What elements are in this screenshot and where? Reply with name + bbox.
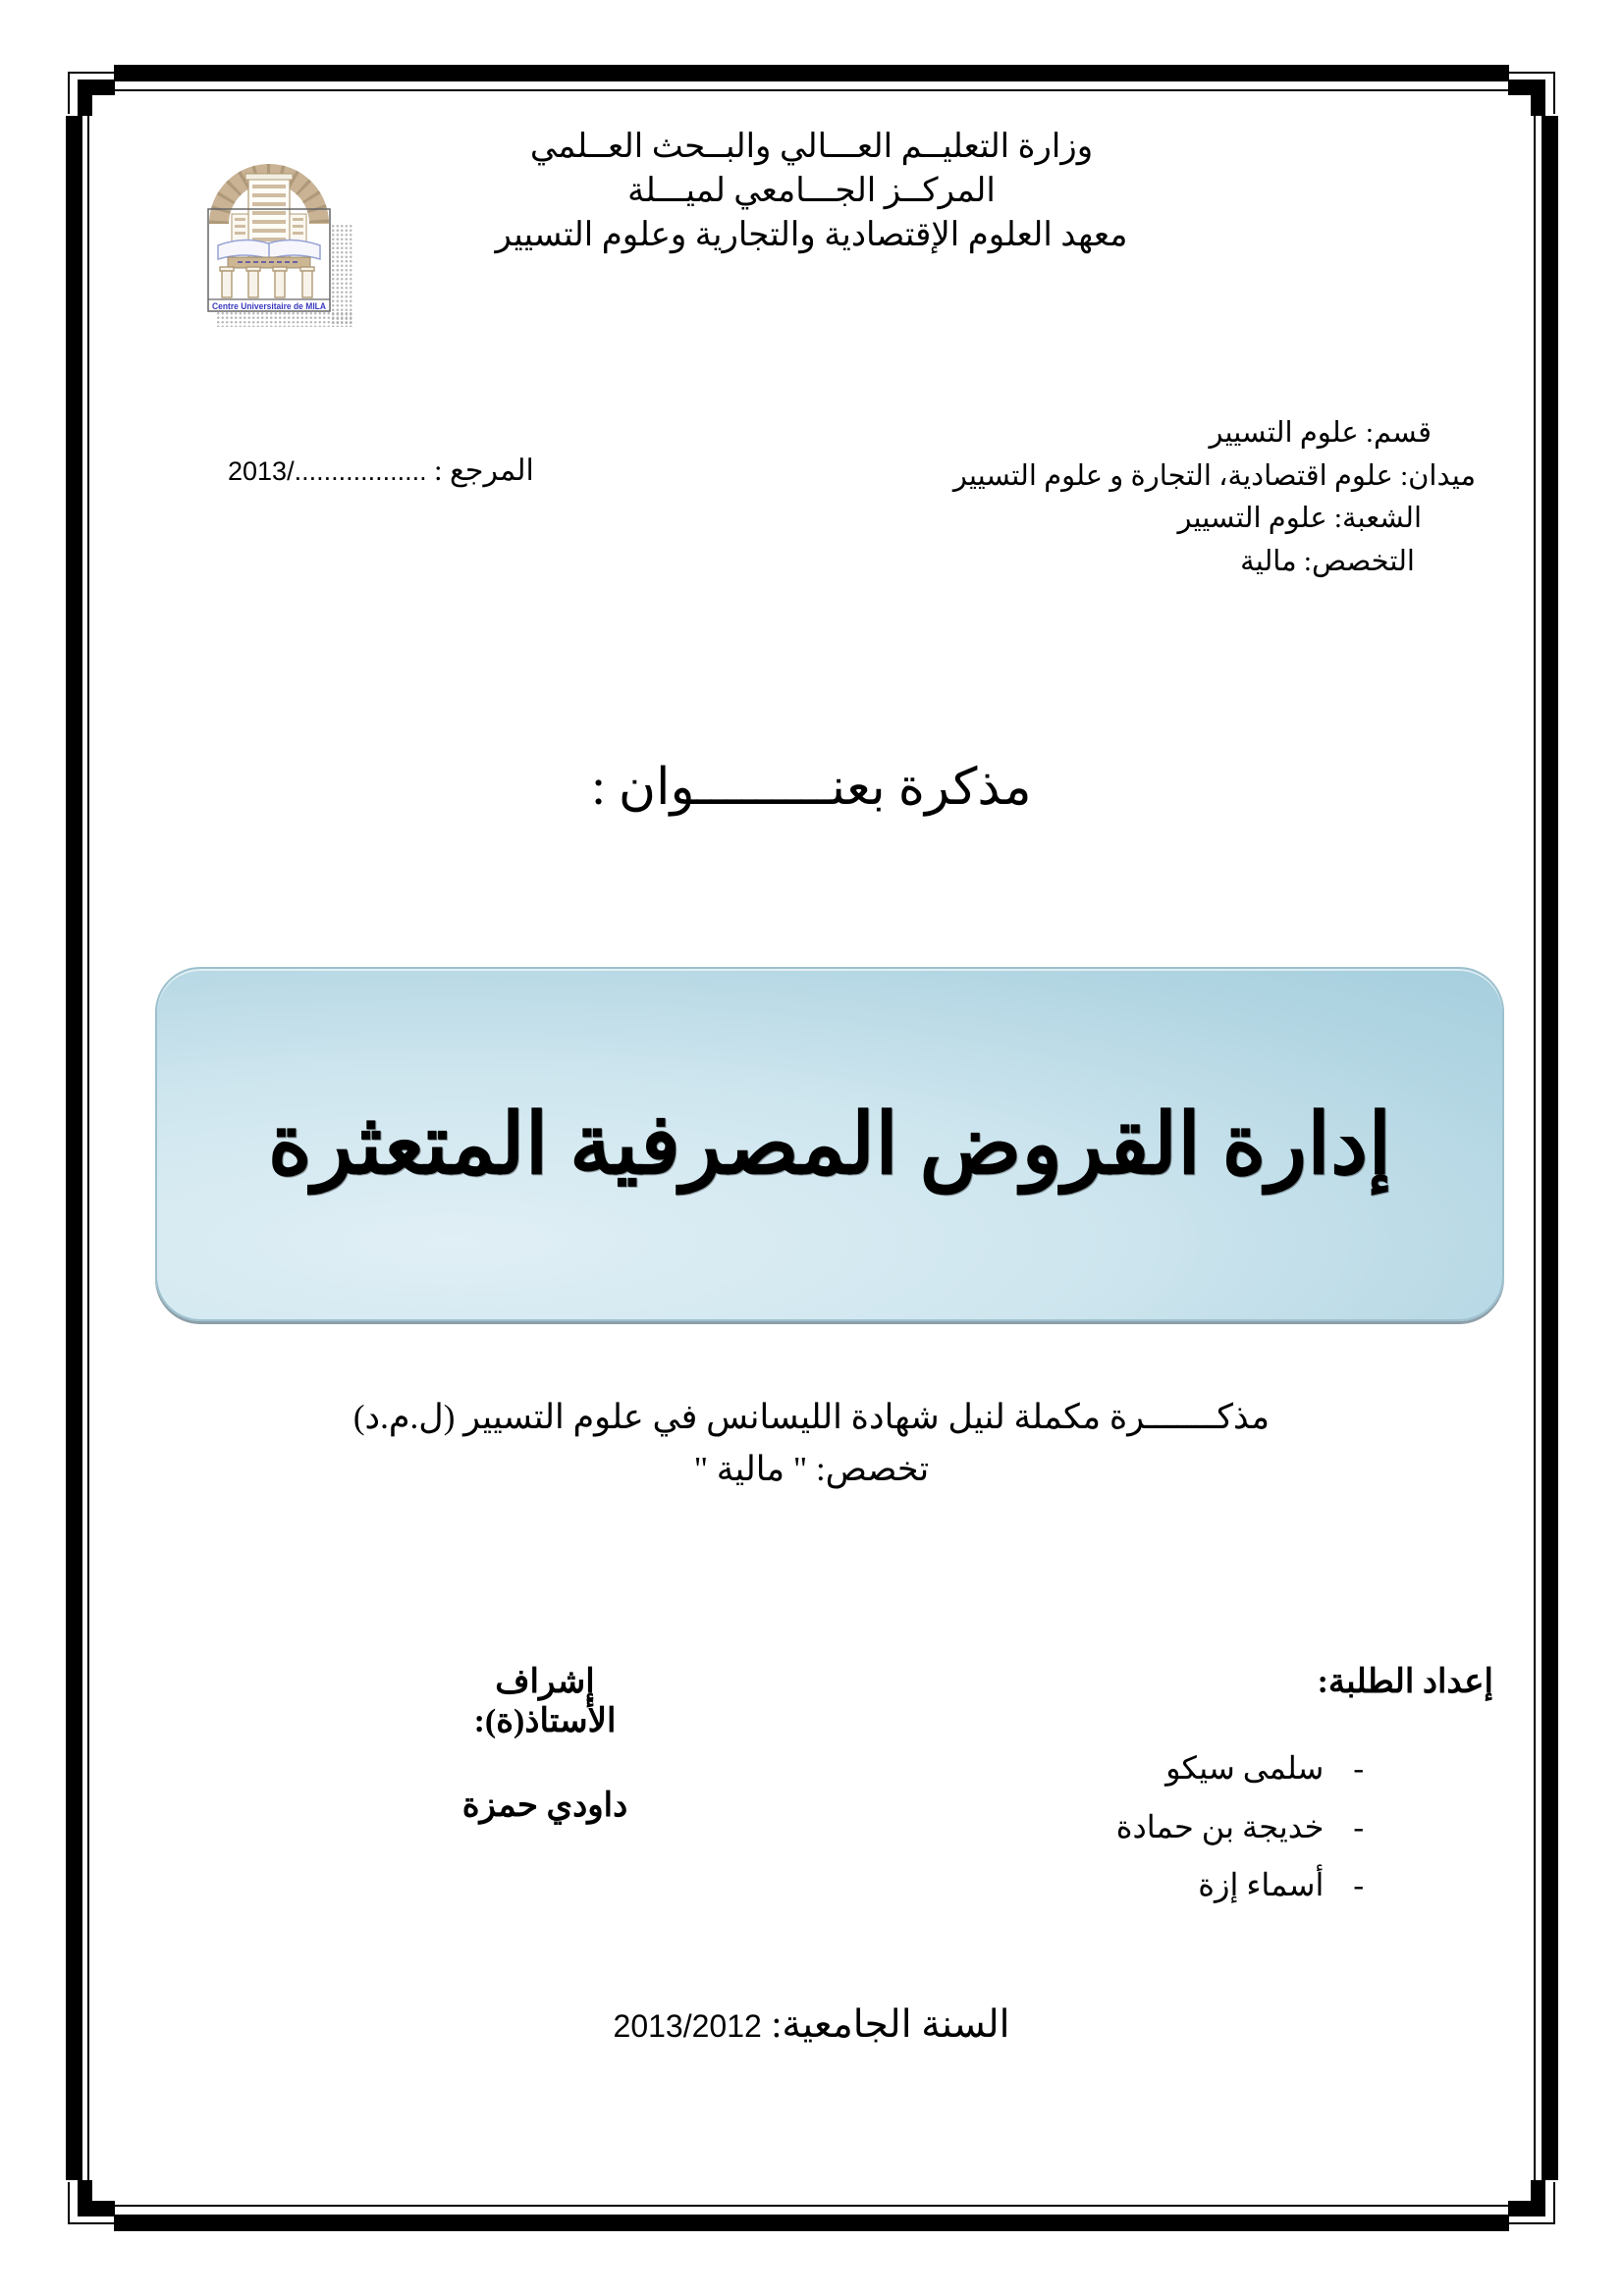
thesis-subtitle [0, 1392, 1623, 1495]
student-name: خديجة بن حمادة [1115, 1808, 1325, 1844]
dash-bullet: - [1353, 1808, 1364, 1844]
supervisor-heading: إشراف الأستاذ(ة): [473, 1664, 617, 1739]
supervisor-section [422, 1662, 668, 1825]
memo-heading: مذكرة بعنـــــــــوان : [591, 760, 1032, 816]
subtitle-line-2: تخصص: " مالية " [693, 1449, 930, 1488]
reference-value: ................../2013 [228, 456, 427, 486]
academic-year-value: 2013/2012 [613, 2008, 762, 2044]
dash-bullet: - [1353, 1867, 1364, 1903]
document-header [0, 126, 1623, 258]
students-section [1116, 1662, 1493, 1924]
students-heading: إعداد الطلبة: [1317, 1664, 1493, 1700]
branch-line: الشعبة: علوم التسيير [1177, 503, 1422, 534]
student-list-item [1116, 1748, 1364, 1789]
student-name: سلمى سيكو [1165, 1750, 1325, 1786]
reference-label: المرجع : [434, 454, 534, 487]
supervisor-name: داودي حمزة [461, 1788, 628, 1824]
academic-year-label: السنة الجامعية: [771, 2003, 1010, 2046]
student-list-item [1116, 1865, 1364, 1906]
field-line: ميدان: علوم اقتصادية، التجارة و علوم التسيير [952, 459, 1476, 492]
institute-line: معهد العلوم الإقتصادية والتجارية وعلوم التسيير [495, 216, 1128, 253]
department-info-block [953, 412, 1476, 583]
thesis-title: إدارة القروض المصرفية المتعثرة [267, 1096, 1392, 1192]
ministry-line: وزارة التعليــم العـــالي والبــحث العــلمي [529, 129, 1094, 165]
university-line: المركــز الجـــامعي لميـــلة [627, 172, 996, 209]
dash-bullet: - [1353, 1750, 1364, 1786]
department-line: قسم: علوم التسيير [1209, 417, 1432, 449]
logo-caption: Centre Universitaire de MILA [212, 301, 327, 311]
student-list-item [1116, 1807, 1364, 1848]
specialty-line: التخصص: مالية [1240, 545, 1415, 577]
reference-line [228, 454, 534, 488]
subtitle-line-1: مذكـــــــرة مكملة لنيل شهادة الليسانس في علوم التسيير (ل.م.د) [352, 1398, 1271, 1436]
thesis-title-box [155, 967, 1504, 1321]
student-name: أسماء إزة [1198, 1867, 1325, 1903]
students-list [1116, 1748, 1364, 1906]
academic-year-line [0, 2002, 1623, 2047]
